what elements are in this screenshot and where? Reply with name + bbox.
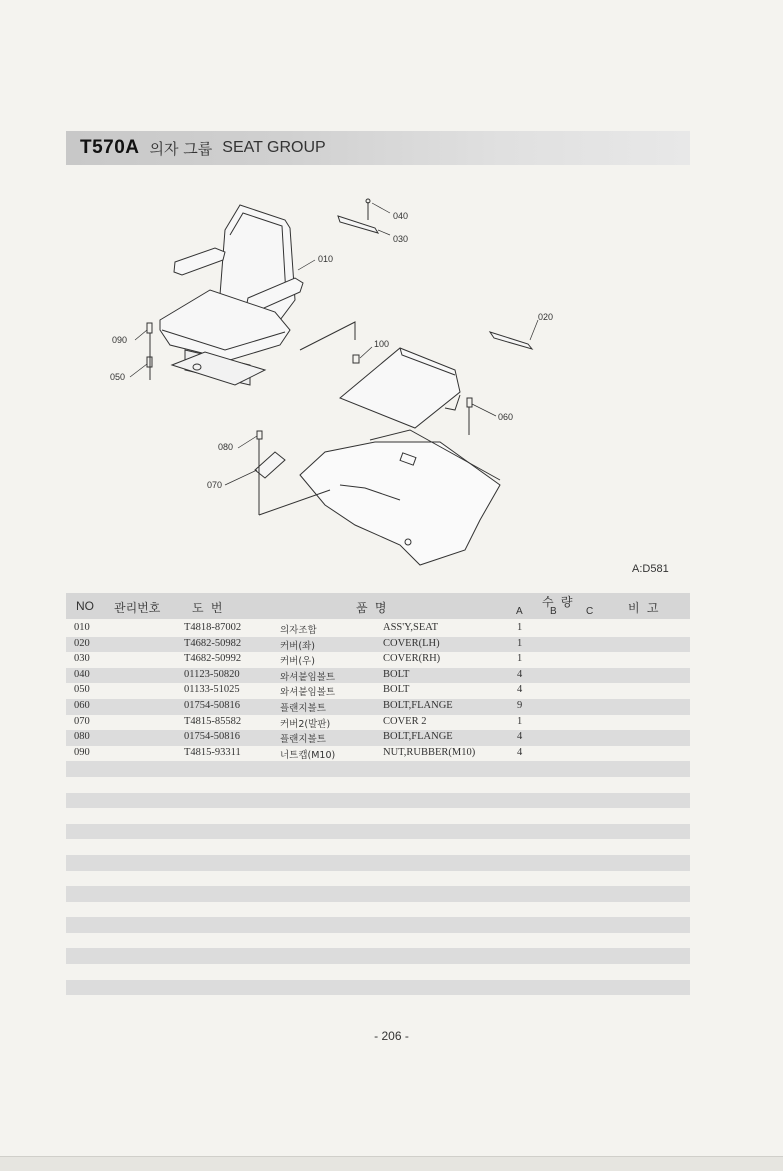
cell-qty-a: 1 (517, 715, 523, 727)
title-korean: 의자 그룹 (149, 139, 213, 158)
table-row (66, 902, 690, 918)
header-name: 품 명 (356, 601, 389, 615)
cell-name-korean: 와셔붙임볼트 (280, 687, 336, 699)
callout-010: 010 (318, 254, 334, 264)
cell-part-number: T4682-50992 (184, 653, 242, 665)
cell-name-english: COVER(LH) (383, 637, 440, 649)
callout-050: 050 (110, 372, 126, 382)
cell-part-number: 01123-50820 (184, 668, 240, 680)
header-qty-c: C (586, 606, 594, 617)
cell-no: 020 (74, 637, 90, 649)
header-qty-b: B (550, 606, 557, 617)
cell-no: 030 (74, 653, 90, 665)
cell-part-number: T4815-85582 (184, 715, 242, 727)
cell-no: 070 (74, 715, 90, 727)
cell-part-number: T4682-50982 (184, 637, 242, 649)
cell-qty-a: 4 (517, 668, 523, 680)
cell-name-korean: 와셔붙임볼트 (280, 671, 336, 683)
callout-060: 060 (498, 412, 514, 422)
header-qty-a: A (516, 606, 523, 617)
cell-name-english: COVER(RH) (383, 653, 441, 665)
table-row (66, 855, 690, 871)
cell-name-english: BOLT,FLANGE (383, 699, 453, 711)
header-no: NO (76, 599, 94, 613)
cell-name-korean: 너트캡(M10) (280, 749, 336, 761)
parts-table-body (66, 621, 690, 995)
cell-part-number: 01754-50816 (184, 699, 240, 711)
cell-name-english: BOLT,FLANGE (383, 731, 453, 743)
cell-name-korean: 커버2(발판) (280, 718, 331, 730)
header-qty: 수 량 (542, 595, 575, 609)
cell-part-number: 01754-50816 (184, 731, 240, 743)
cell-part-number: T4818-87002 (184, 622, 242, 633)
table-row (66, 777, 690, 793)
table-row (66, 715, 690, 731)
cell-name-english: NUT,RUBBER(M10) (383, 746, 476, 758)
callout-040: 040 (393, 211, 409, 221)
model-name: T570A (80, 137, 140, 158)
cell-qty-a: 4 (517, 746, 523, 758)
callout-090: 090 (112, 335, 128, 345)
table-row (66, 964, 690, 980)
callout-100: 100 (374, 339, 390, 349)
table-row (66, 933, 690, 949)
cell-name-korean: 플랜지볼트 (280, 702, 326, 714)
cell-no: 050 (74, 684, 90, 696)
parts-table-header (66, 593, 690, 619)
title-bar (66, 131, 690, 165)
cell-no: 060 (74, 699, 90, 711)
table-row (66, 730, 690, 746)
cell-no: 010 (74, 622, 90, 633)
cell-part-number: T4815-93311 (184, 746, 241, 758)
cell-name-english: ASS'Y,SEAT (383, 622, 439, 633)
callout-080: 080 (218, 442, 234, 452)
table-row (66, 824, 690, 840)
exploded-diagram (100, 180, 700, 580)
cell-part-number: 01133-51025 (184, 684, 240, 696)
cell-qty-a: 1 (517, 637, 523, 649)
table-row (66, 683, 690, 699)
table-row (66, 699, 690, 715)
cell-qty-a: 9 (517, 699, 523, 711)
title-english: SEAT GROUP (222, 139, 326, 156)
cell-name-korean: 플랜지볼트 (280, 734, 326, 746)
table-row (66, 980, 690, 996)
header-mgmt-no: 관리번호 (114, 601, 161, 615)
cell-name-korean: 의자조합 (280, 625, 317, 636)
table-row (66, 948, 690, 964)
table-row (66, 793, 690, 809)
table-row (66, 668, 690, 684)
table-row (66, 746, 690, 762)
cell-qty-a: 1 (517, 622, 523, 633)
cell-qty-a: 1 (517, 653, 523, 665)
cell-name-english: BOLT (383, 684, 410, 696)
table-row (66, 917, 690, 933)
table-row (66, 839, 690, 855)
table-row (66, 886, 690, 902)
cell-name-korean: 커버(우) (280, 656, 315, 668)
page-bottom-edge (0, 1156, 783, 1171)
callout-030: 030 (393, 234, 409, 244)
page-number: - 206 - (374, 1029, 409, 1043)
cell-qty-a: 4 (517, 731, 523, 743)
table-row (66, 761, 690, 777)
header-remarks: 비 고 (628, 601, 661, 615)
cell-qty-a: 4 (517, 684, 523, 696)
cell-name-english: BOLT (383, 668, 410, 680)
callout-070: 070 (207, 480, 223, 490)
cell-name-english: COVER 2 (383, 715, 427, 727)
table-row (66, 808, 690, 824)
table-row (66, 871, 690, 887)
table-row (66, 637, 690, 653)
table-row (66, 621, 690, 637)
cell-name-korean: 커버(좌) (280, 640, 315, 652)
header-drawing: 도 번 (192, 601, 225, 615)
cell-no: 090 (74, 746, 90, 758)
callout-020: 020 (538, 312, 554, 322)
cell-no: 040 (74, 668, 90, 680)
seat-group-diagram (100, 180, 700, 580)
table-row (66, 652, 690, 668)
diagram-reference: A:D581 (632, 563, 669, 575)
cell-no: 080 (74, 731, 90, 743)
